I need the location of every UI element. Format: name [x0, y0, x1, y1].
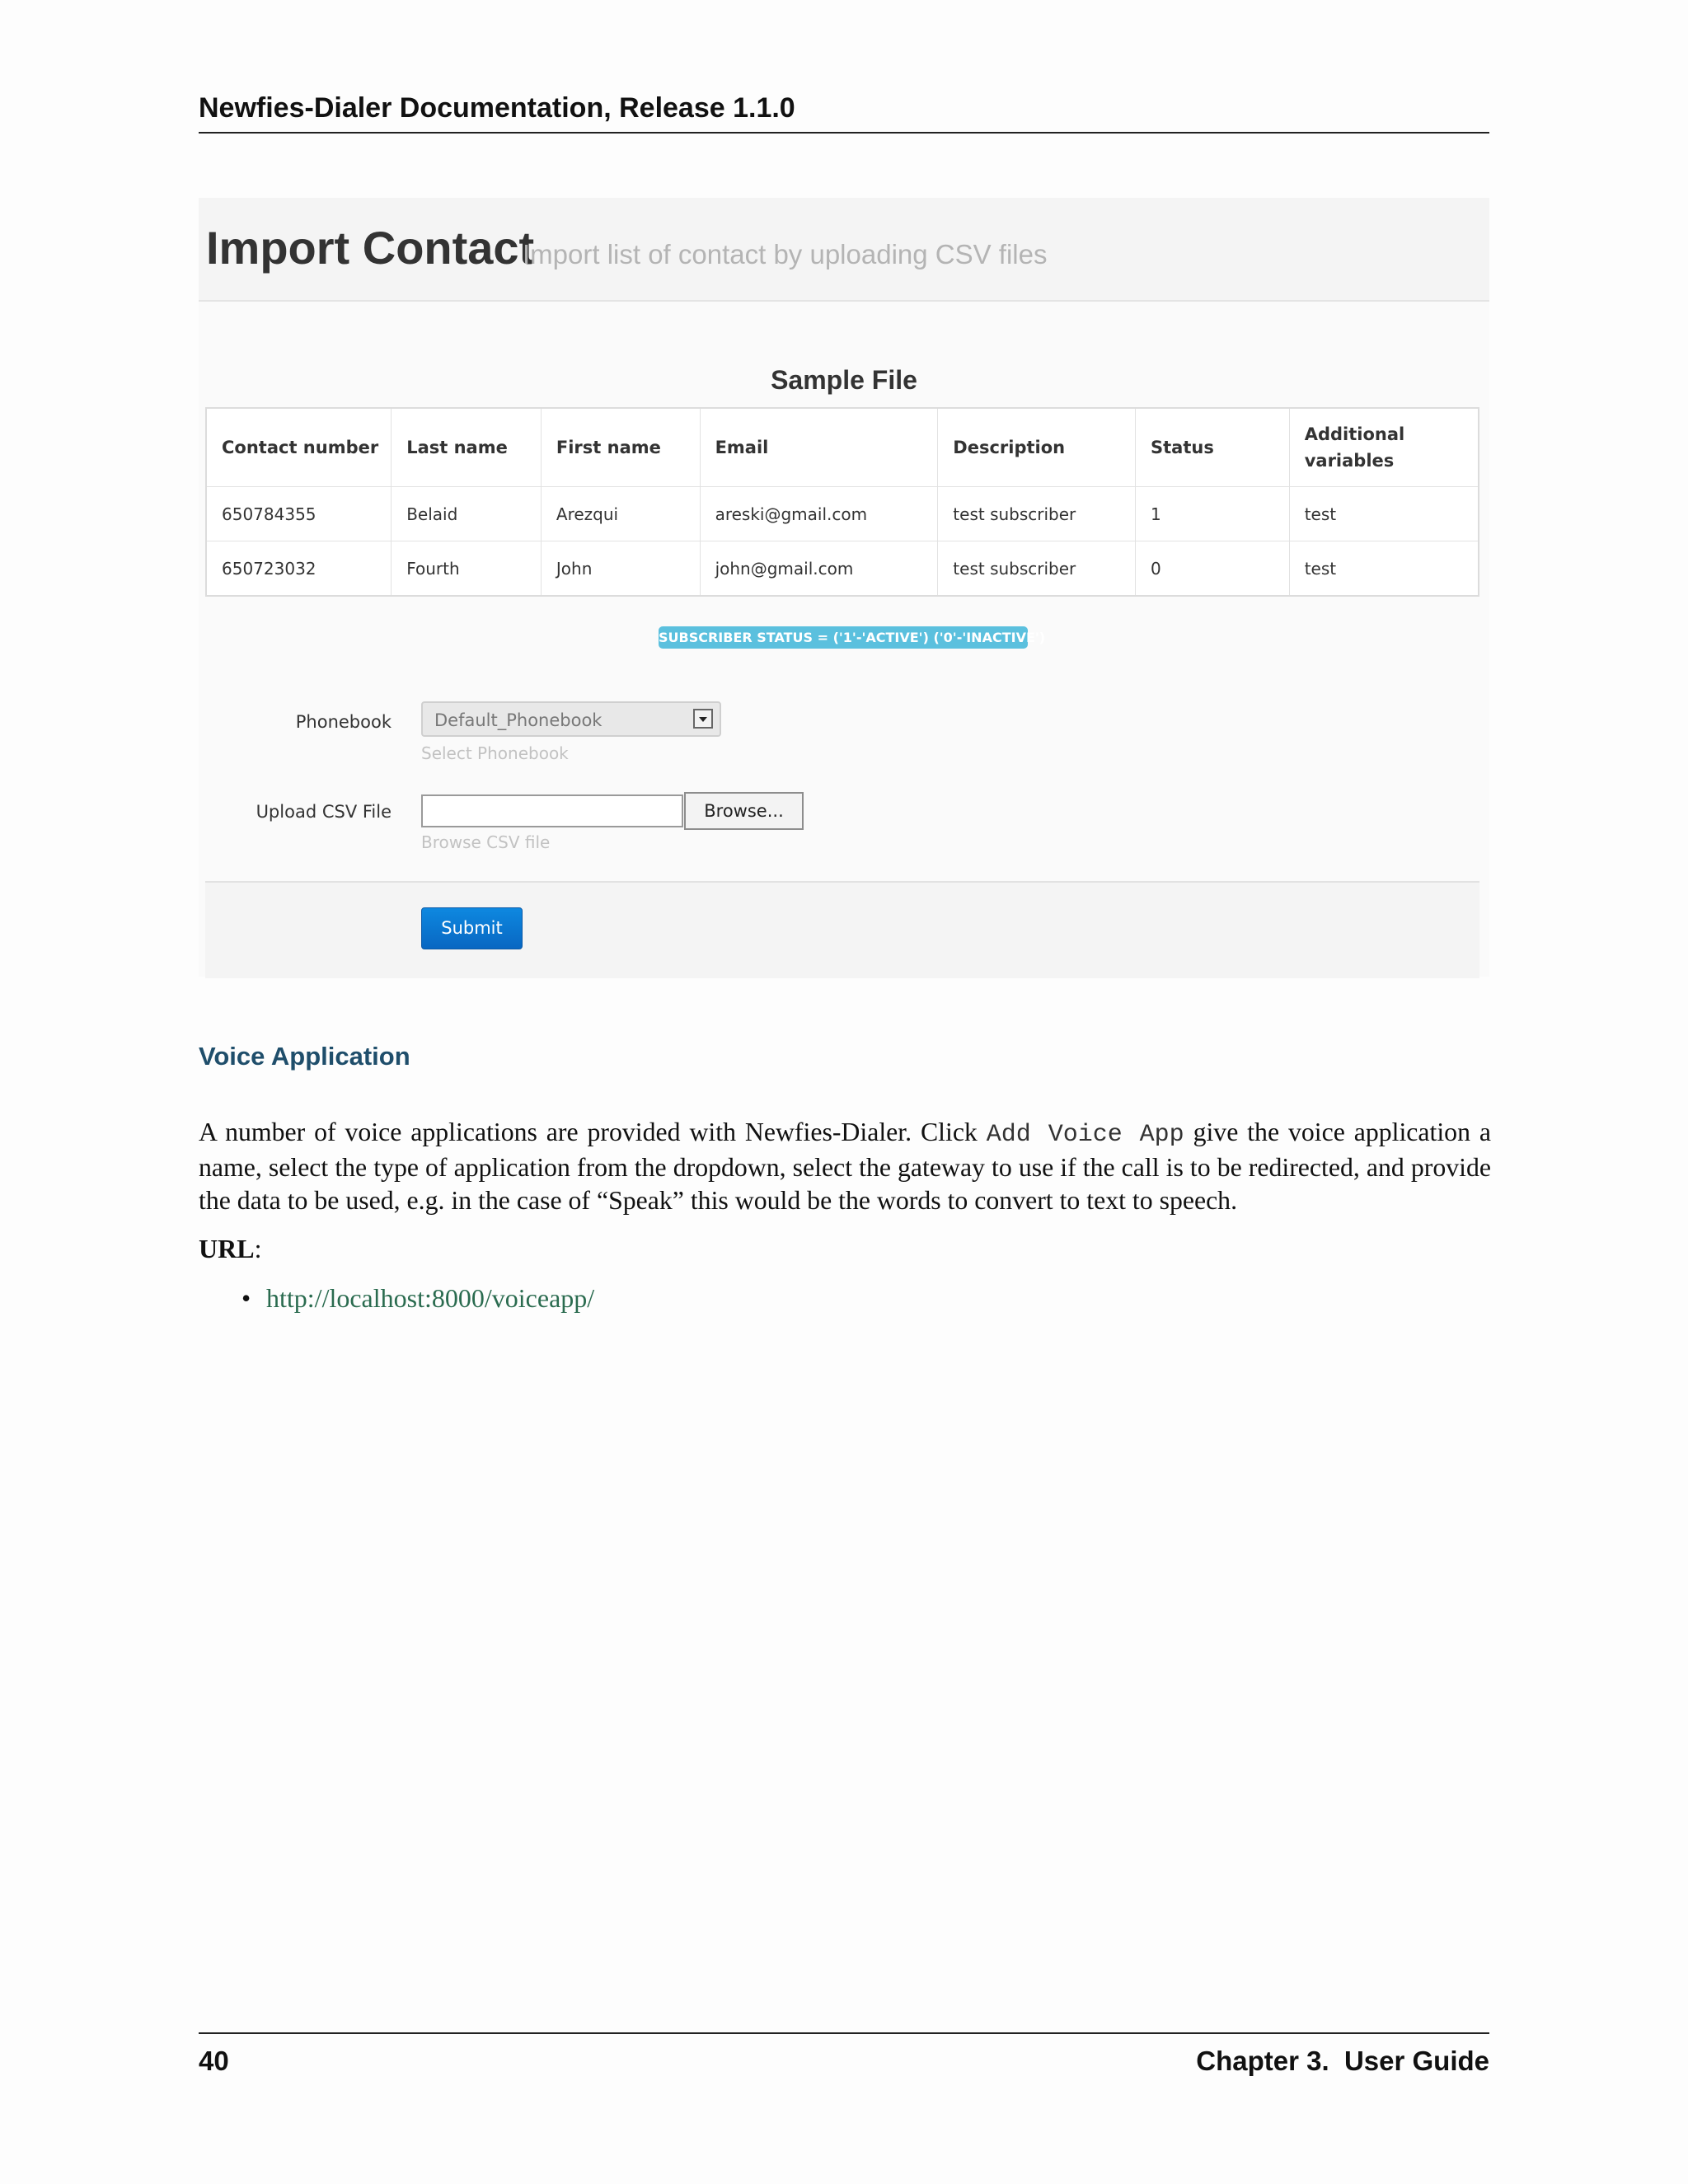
sample-table — [205, 407, 1479, 597]
column-header: Contact number — [206, 408, 392, 487]
table-cell: 0 — [1136, 541, 1290, 597]
paragraph-text: A number of voice applications are provided with Newfies-Dialer. Click — [199, 1118, 987, 1146]
page-header — [199, 198, 1489, 302]
column-header: Last name — [392, 408, 542, 487]
table-cell: test — [1289, 487, 1479, 541]
page-title: Import Contact — [206, 222, 535, 274]
phonebook-select[interactable] — [421, 701, 721, 737]
running-header — [199, 92, 1489, 134]
page-number: 40 — [199, 2046, 229, 2076]
column-header: Email — [700, 408, 938, 487]
url-label-text: URL — [199, 1234, 255, 1263]
phonebook-help-text: Select Phonebook — [421, 743, 569, 763]
body-paragraph — [199, 1116, 1491, 1217]
subscriber-status-badge: SUBSCRIBER STATUS = ('1'-'ACTIVE') ('0'-'INACTIVE') — [659, 626, 1028, 649]
phonebook-label: Phonebook — [295, 712, 392, 732]
table-row — [206, 541, 1479, 597]
table-cell: 650723032 — [206, 541, 392, 597]
url-label-colon: : — [254, 1234, 262, 1263]
import-contact-screenshot — [199, 198, 1489, 977]
table-cell: 1 — [1136, 487, 1290, 541]
column-header: First name — [541, 408, 700, 487]
table-header-row — [206, 408, 1479, 487]
table-cell: Fourth — [392, 541, 542, 597]
table-cell: test — [1289, 541, 1479, 597]
document-title: Newfies-Dialer Documentation, Release 1.1.0 — [199, 92, 795, 124]
inline-code: Add Voice App — [986, 1121, 1184, 1149]
section-heading: Voice Application — [199, 1042, 410, 1071]
column-header: Additional variables — [1289, 408, 1479, 487]
table-cell: Belaid — [392, 487, 542, 541]
submit-button[interactable]: Submit — [421, 907, 523, 949]
sample-file-title: Sample File — [771, 365, 917, 395]
chevron-down-icon[interactable] — [693, 709, 713, 729]
voiceapp-url-link[interactable]: http://localhost:8000/voiceapp/ — [266, 1283, 595, 1313]
table-cell: areski@gmail.com — [700, 487, 938, 541]
bullet-icon: • — [241, 1283, 251, 1313]
csv-help-text: Browse CSV file — [421, 832, 551, 852]
phonebook-selected-value: Default_Phonebook — [434, 710, 603, 730]
chapter-title: Chapter 3. User Guide — [1196, 2046, 1489, 2076]
column-header: Description — [938, 408, 1136, 487]
table-cell: test subscriber — [938, 541, 1136, 597]
table-cell: john@gmail.com — [700, 541, 938, 597]
table-cell: Arezqui — [541, 487, 700, 541]
upload-csv-label: Upload CSV File — [256, 802, 392, 822]
url-label — [199, 1234, 261, 1264]
browse-button[interactable]: Browse... — [684, 792, 804, 830]
csv-file-input[interactable] — [421, 794, 683, 827]
table-cell: test subscriber — [938, 487, 1136, 541]
paragraph-text: give the voice application a name, select the type of application from the dropdown, select the gateway to use if the call is to be redirected, and provide the data to be used, e.g. in the case of “Speak” this would be the words to convert to text to speech. — [199, 1118, 1491, 1215]
table-cell: 650784355 — [206, 487, 392, 541]
page-subtitle: Import list of contact by uploading CSV files — [523, 239, 1048, 269]
column-header: Status — [1136, 408, 1290, 487]
form-actions — [205, 881, 1479, 978]
table-row — [206, 487, 1479, 541]
table-cell: John — [541, 541, 700, 597]
running-footer — [199, 2032, 1489, 2083]
